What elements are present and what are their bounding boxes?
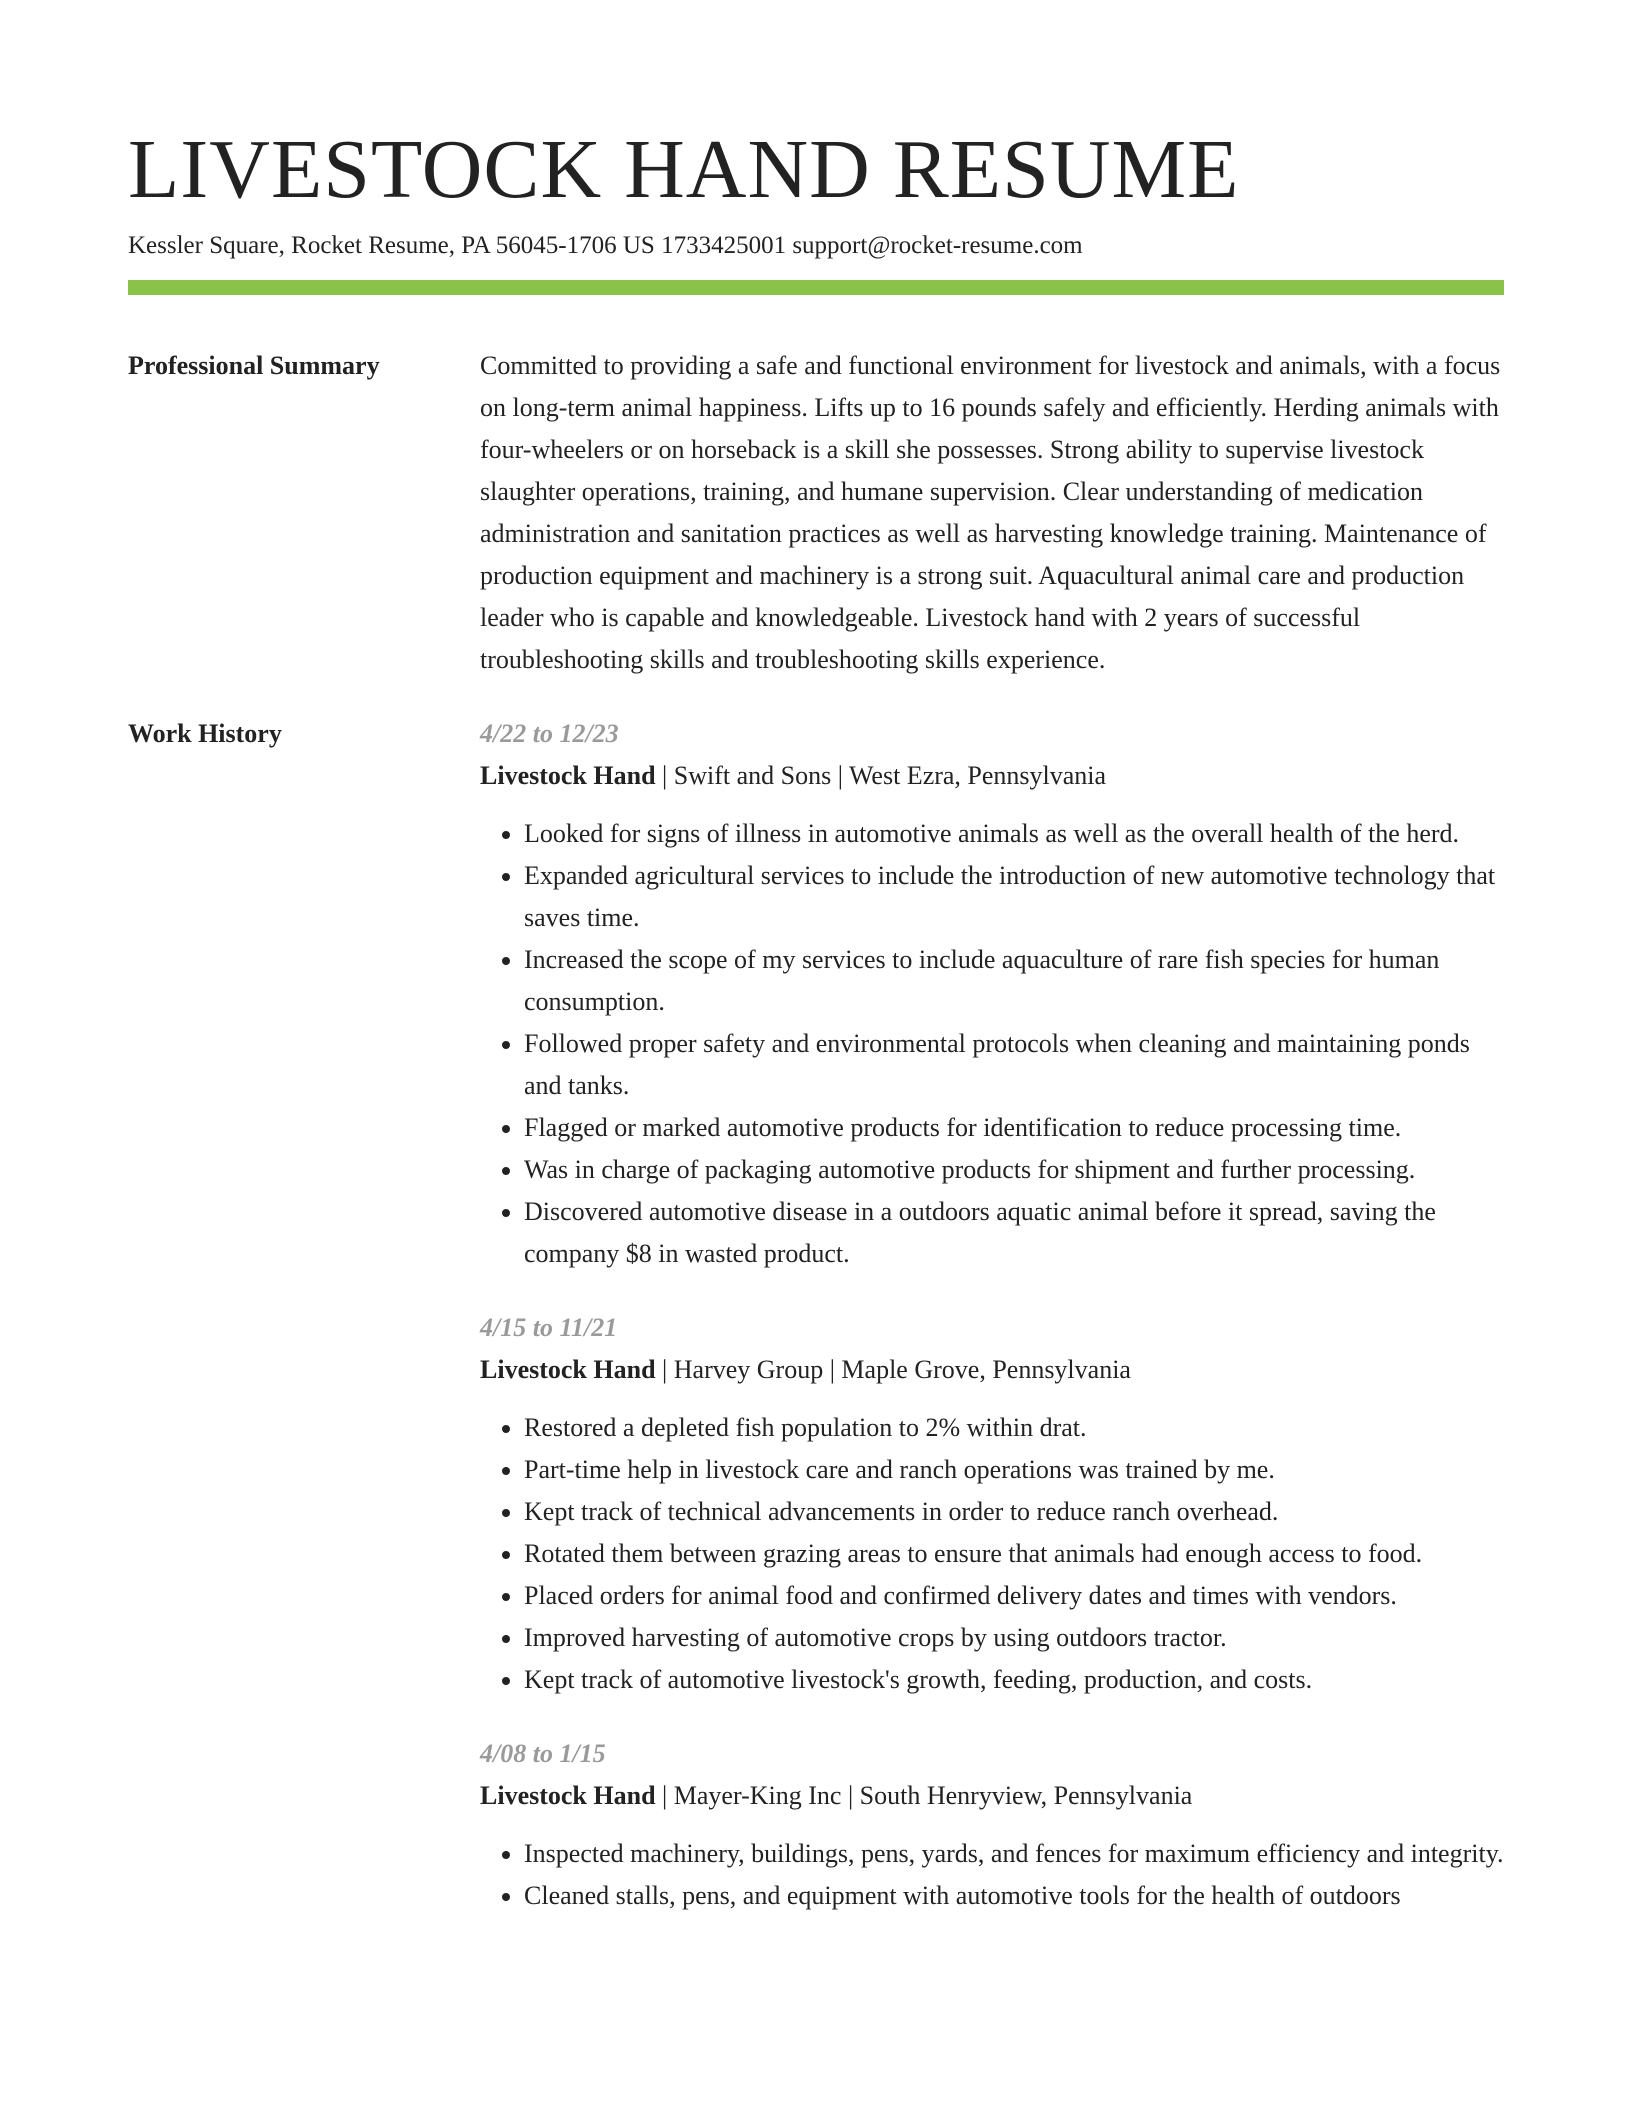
job-bullet: • Rotated them between grazing areas to ensure that animals had enough access to food. — [524, 1533, 1504, 1575]
job-separator: | — [662, 761, 668, 790]
contact-address: Kessler Square, Rocket Resume, PA 56045-1706 US — [128, 232, 655, 259]
job-bullet: • Discovered automotive disease in a outdoors aquatic animal before it spread, saving the company $8 in wasted product. — [524, 1191, 1504, 1275]
job-location: South Henryview, Pennsylvania — [859, 1781, 1193, 1810]
job-bullet: • Flagged or marked automotive products for identification to reduce processing time. — [524, 1107, 1504, 1149]
summary-heading: Professional Summary — [128, 351, 380, 380]
work-history-heading: Work History — [128, 719, 282, 748]
work-history-section — [128, 713, 1504, 1949]
contact-line — [128, 230, 1504, 262]
summary-text: Committed to providing a safe and functional environment for livestock and animals, with a focus on long-term animal happiness. Lifts up to 16 pounds safely and efficiently. Herding animals with four-wheelers or on horseback is a skill she possesses. Strong ability to supervise livestock slaughter operations, training, and humane supervision. Clear understanding of medication administration and sanitation practices as well as harvesting knowledge training. Maintenance of production equipment and machinery is a strong suit. Aquacultural animal care and production leader who is capable and knowledgeable. Livestock hand with 2 years of successful troubleshooting skills and troubleshooting skills experience. — [480, 351, 1501, 674]
job-entry — [480, 713, 1504, 1275]
job-separator: | — [847, 1781, 854, 1810]
job-bullet: • Placed orders for animal food and confirmed delivery dates and times with vendors. — [524, 1575, 1504, 1617]
job-title: Livestock Hand — [480, 1355, 656, 1384]
job-company: Swift and Sons — [673, 761, 832, 790]
job-company: Harvey Group — [673, 1355, 824, 1384]
contact-phone: 1733425001 — [661, 232, 787, 259]
resume-title: LIVESTOCK HAND RESUME — [128, 123, 1240, 216]
job-bullet: • Kept track of technical advancements in order to reduce ranch overhead. — [524, 1491, 1504, 1533]
job-separator: | — [829, 1355, 835, 1384]
job-bullet: • Followed proper safety and environmental protocols when cleaning and maintaining ponds and tanks. — [524, 1023, 1504, 1107]
job-dates: 4/22 to 12/23 — [480, 719, 619, 748]
job-bullets — [480, 1407, 1504, 1701]
summary-section — [128, 345, 1504, 681]
contact-email: support@rocket-resume.com — [792, 232, 1083, 259]
resume-page — [128, 0, 1504, 1949]
job-heading — [480, 755, 1504, 797]
job-separator: | — [837, 761, 843, 790]
job-bullet: • Kept track of automotive livestock's growth, feeding, production, and costs. — [524, 1659, 1504, 1701]
job-title: Livestock Hand — [480, 761, 656, 790]
job-bullet: • Improved harvesting of automotive crops by using outdoors tractor. — [524, 1617, 1504, 1659]
header-divider — [128, 280, 1504, 295]
job-bullet: • Part-time help in livestock care and ranch operations was trained by me. — [524, 1449, 1504, 1491]
job-separator: | — [662, 1781, 668, 1810]
job-bullet: • Expanded agricultural services to include the introduction of new automotive technology that saves time. — [524, 855, 1504, 939]
job-heading — [480, 1349, 1504, 1391]
job-location: Maple Grove, Pennsylvania — [841, 1355, 1131, 1384]
job-bullet: • Restored a depleted fish population to 2% within drat. — [524, 1407, 1504, 1449]
job-company: Mayer-King Inc — [673, 1781, 842, 1810]
job-bullets — [480, 1833, 1504, 1917]
job-location: West Ezra, Pennsylvania — [848, 761, 1107, 790]
job-separator: | — [662, 1355, 668, 1384]
job-dates: 4/15 to 11/21 — [480, 1313, 618, 1342]
job-dates: 4/08 to 1/15 — [480, 1739, 606, 1768]
job-entry — [480, 1307, 1504, 1701]
job-bullets — [480, 813, 1504, 1275]
job-bullet: • Was in charge of packaging automotive products for shipment and further processing. — [524, 1149, 1504, 1191]
job-entry — [480, 1733, 1504, 1917]
job-bullet: • Increased the scope of my services to include aquaculture of rare fish species for human consumption. — [524, 939, 1504, 1023]
job-bullet: • Looked for signs of illness in automotive animals as well as the overall health of the herd. — [524, 813, 1504, 855]
job-title: Livestock Hand — [480, 1781, 656, 1810]
job-heading — [480, 1775, 1504, 1817]
work-history-list — [480, 713, 1504, 1949]
job-bullet: • Cleaned stalls, pens, and equipment with automotive tools for the health of outdoors — [524, 1875, 1504, 1917]
job-bullet: • Inspected machinery, buildings, pens, yards, and fences for maximum efficiency and integrity. — [524, 1833, 1504, 1875]
